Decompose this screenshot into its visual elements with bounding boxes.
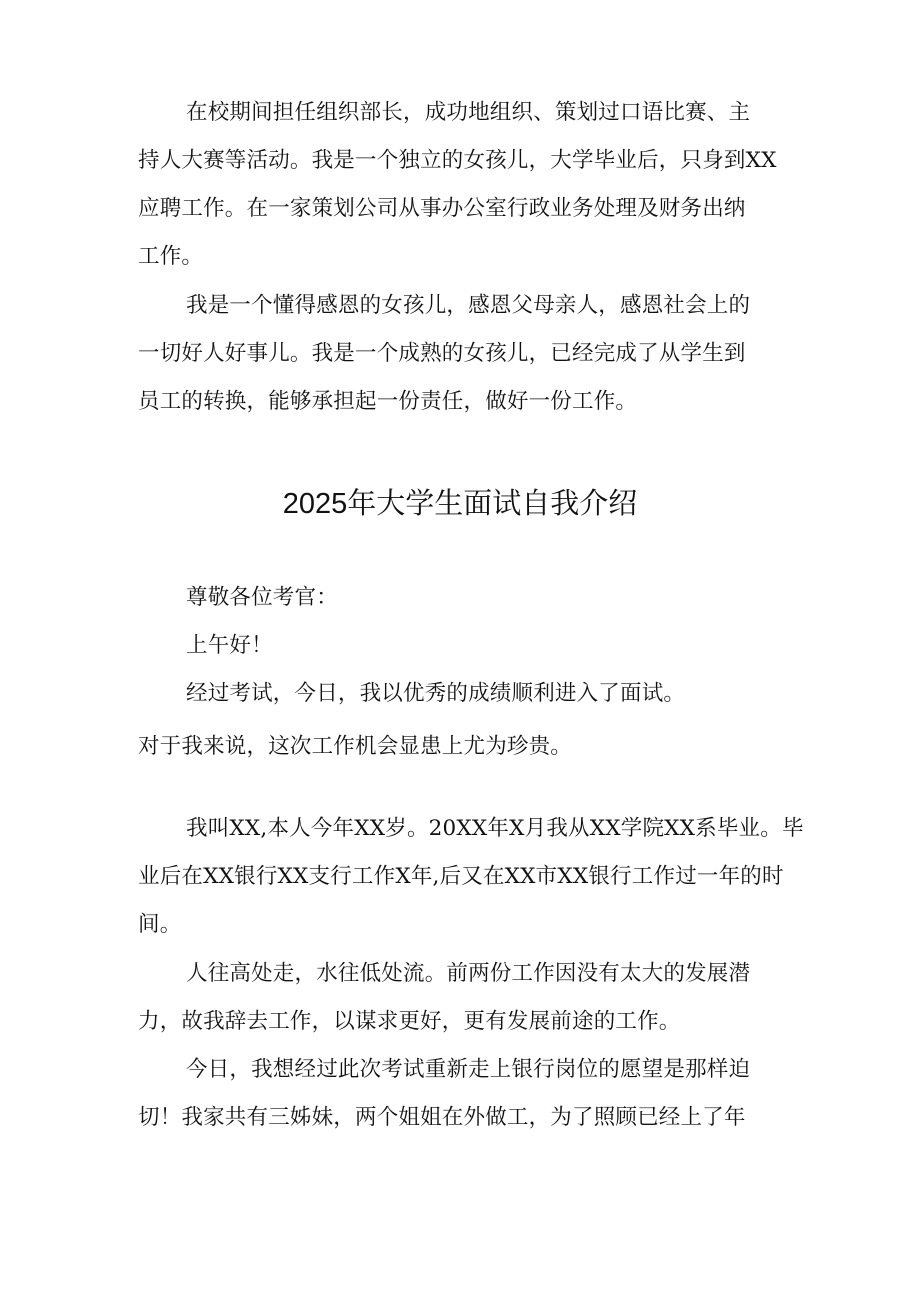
paragraph-line: 人往高处走，水往低处流。前两份工作因没有太大的发展潜 xyxy=(186,961,751,986)
paragraph-line: 工作。 xyxy=(138,244,204,269)
paragraph-line: 业后在XX银行XX支行工作X年,后又在XX市XX银行工作过一年的时 xyxy=(138,864,784,889)
paragraph-line: 切！我家共有三姊妹，两个姐姐在外做工，为了照顾已经上了年 xyxy=(138,1105,746,1130)
salutation: 尊敬各位考官： xyxy=(186,585,338,610)
paragraph-line: 经过考试，今日，我以优秀的成绩顺利进入了面试。 xyxy=(186,681,686,706)
paragraph-line: 对于我来说，这次工作机会显患上尤为珍贵。 xyxy=(138,734,573,759)
paragraph-line: 今日，我想经过此次考试重新走上银行岗位的愿望是那样迫 xyxy=(186,1057,751,1082)
paragraph-line: 一切好人好事儿。我是一个成熟的女孩儿，已经完成了从学生到 xyxy=(138,341,746,366)
paragraph-line: 间。 xyxy=(138,912,182,937)
greeting: 上午好！ xyxy=(186,633,273,658)
paragraph-line: 应聘工作。在一家策划公司从事办公室行政业务处理及财务出纳 xyxy=(138,196,746,221)
paragraph-line: 持人大赛等活动。我是一个独立的女孩儿，大学毕业后，只身到XX xyxy=(138,148,777,173)
page-title: 2025年大学生面试自我介绍 xyxy=(282,488,638,520)
paragraph-line: 我是一个懂得感恩的女孩儿，感恩父母亲人，感恩社会上的 xyxy=(186,293,751,318)
paragraph-line: 在校期间担任组织部长，成功地组织、策划过口语比赛、主 xyxy=(186,100,751,125)
paragraph-line: 员工的转换，能够承担起一份责任，做好一份工作。 xyxy=(138,389,638,414)
paragraph-line: 力，故我辞去工作，以谋求更好，更有发展前途的工作。 xyxy=(138,1009,681,1034)
paragraph-line: 我叫XX,本人今年XX岁。20XX年X月我从XX学院XX系毕业。毕 xyxy=(186,816,804,841)
